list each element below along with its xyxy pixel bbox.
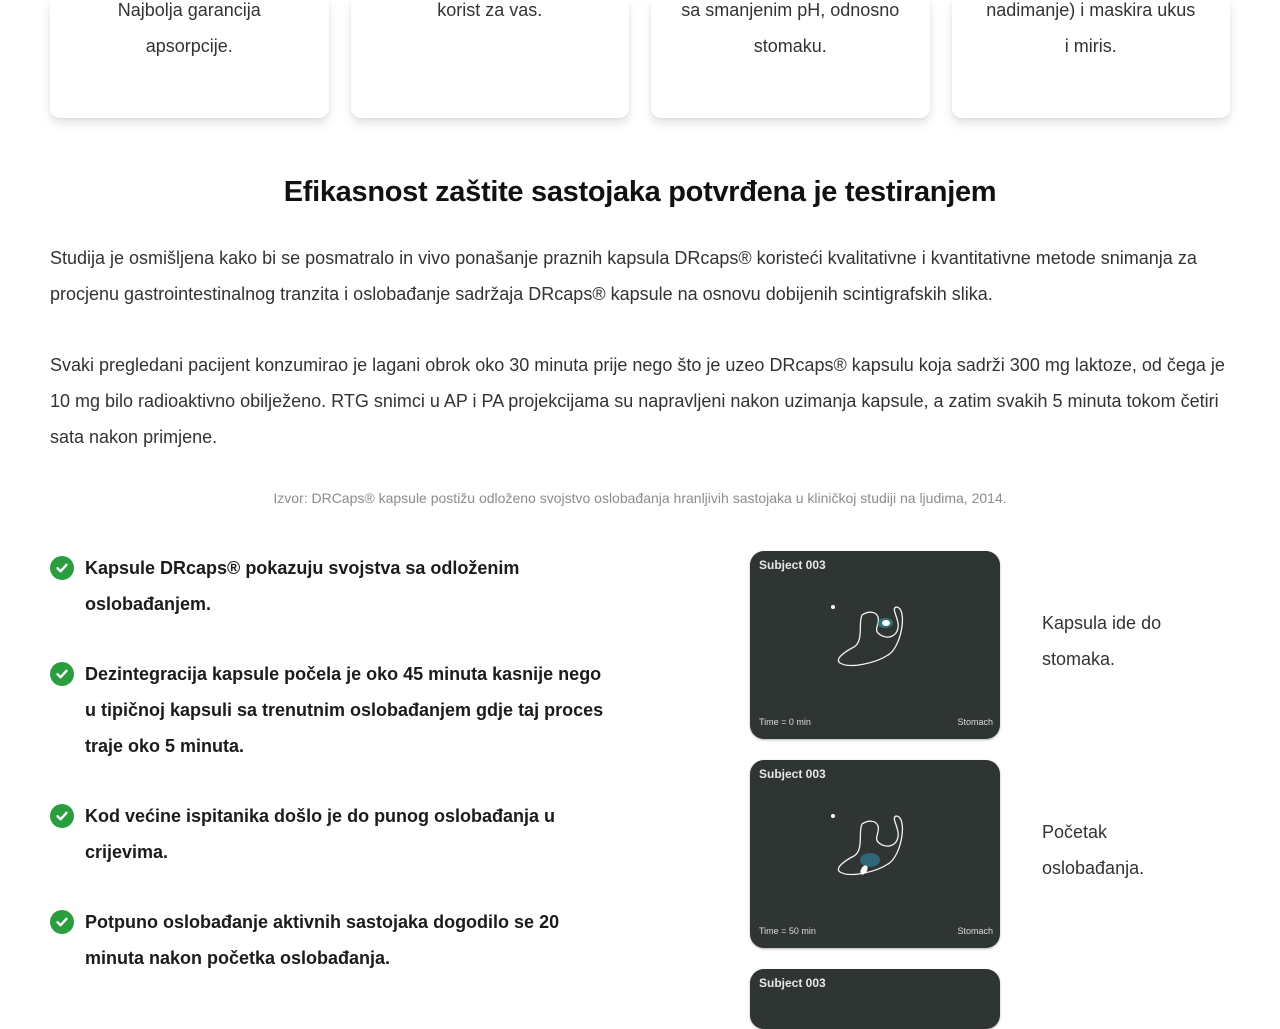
list-item <box>50 798 610 870</box>
feature-card-text <box>351 0 630 28</box>
check-circle-icon <box>50 910 74 934</box>
feature-card <box>351 0 630 118</box>
scan-time-label: Time = 0 min <box>759 717 811 727</box>
feature-cards <box>50 0 1230 118</box>
method-paragraph: Svaki pregledani pacijent konzumirao je lagani obrok oko 30 minuta prije nego što je uzeo DRcaps® kapsulu koja sadrži 300 mg laktoze, od čega je 10 mg bilo radioaktivno obilježeno. RTG snimci u AP i PA projekcijama su napravljeni nakon uzimanja kapsule, a zatim svakih 5 minuta tokom četiri sata nakon primjene. <box>50 355 1225 447</box>
feature-card-text <box>50 0 329 64</box>
feature-card <box>651 0 930 118</box>
list-item-text: Dezintegracija kapsule počela je oko 45 minuta kasnije nego u tipičnoj kapsuli sa trenutnim oslobađanjem gdje taj proces traje oko 5 minuta. <box>85 664 604 756</box>
feature-card-line: nadimanje) i maskira ukus <box>986 0 1196 20</box>
scan-caption: Kapsula ide do stomaka. <box>1042 613 1162 669</box>
study-paragraph: Studija je osmišljena kako bi se posmatralo in vivo ponašanje praznih kapsula DRcaps® koristeći kvalitativne i kvantitativne metode snimanja za procjenu gastrointestinalnog tranzita i oslobađanje sadržaja DRcaps® kapsule na osnovu dobijenih scintigrafskih slika. <box>50 248 1197 304</box>
scintigraphy-image <box>750 760 1000 948</box>
feature-card-line: stomaku. <box>753 36 827 56</box>
list-item-text: Kod većine ispitanika došlo je do punog oslobađanja u crijevima. <box>85 806 556 862</box>
scan-caption: Početak oslobađanja. <box>1042 822 1145 878</box>
feature-card-text <box>952 0 1231 64</box>
list-item-text: Kapsule DRcaps® pokazuju svojstva sa odloženim oslobađanjem. <box>85 558 520 614</box>
scintigraphy-image <box>750 969 1000 1029</box>
scan-time-label: Time = 50 min <box>759 926 816 936</box>
scan-subject-label: Subject 003 <box>759 767 826 781</box>
scan-subject-label: Subject 003 <box>759 558 826 572</box>
feature-card-line: sa smanjenim pH, odnosno <box>681 0 900 20</box>
list-item <box>50 550 610 622</box>
feature-card-text <box>651 0 930 64</box>
scan-subject-label: Subject 003 <box>759 976 826 990</box>
scan-region-label: Stomach <box>957 926 993 936</box>
source-note: Izvor: DRCaps® kapsule postižu odloženo svojstvo oslobađanja hranljivih sastojaka u kliničkoj studiji na ljudima, 2014. <box>273 490 1007 506</box>
scan-region-label: Stomach <box>957 717 993 727</box>
stomach-outline-icon <box>750 760 1000 948</box>
feature-card-line: i miris. <box>1064 36 1117 56</box>
list-item-text: Potpuno oslobađanje aktivnih sastojaka dogodilo se 20 minuta nakon početka oslobađanja. <box>85 912 560 968</box>
list-item <box>50 656 610 764</box>
feature-card <box>952 0 1231 118</box>
check-circle-icon <box>50 804 74 828</box>
feature-card <box>50 0 329 118</box>
feature-card-line: apsorpcije. <box>145 36 233 56</box>
section-title: Efikasnost zaštite sastojaka potvrđena je testiranjem <box>283 176 997 208</box>
feature-card-line: korist za vas. <box>437 0 543 20</box>
list-item <box>50 904 610 976</box>
scintigraphy-image <box>750 551 1000 739</box>
check-circle-icon <box>50 662 74 686</box>
results-list <box>50 550 610 1010</box>
check-circle-icon <box>50 556 74 580</box>
feature-card-line: Najbolja garancija <box>117 0 261 20</box>
stomach-outline-icon <box>750 551 1000 739</box>
